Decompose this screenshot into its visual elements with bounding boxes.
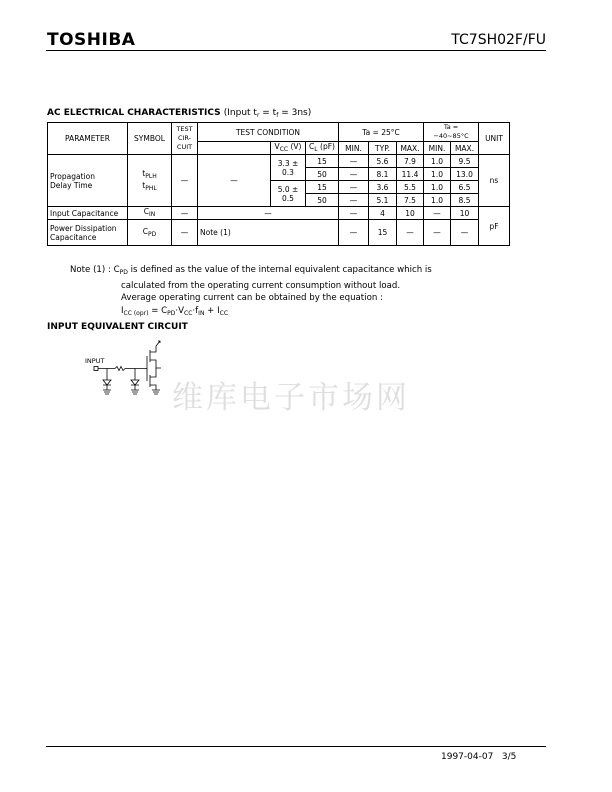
note-1	[70, 264, 432, 320]
max-value: 11.4	[397, 168, 424, 181]
header-min: MIN.	[339, 142, 369, 155]
header-ta-range: Ta = −40~85°C	[424, 123, 479, 142]
cin-typ: 4	[369, 207, 397, 220]
eq-vcc-sub: CC	[184, 309, 193, 317]
page-number: 3/5	[501, 752, 517, 762]
note-line-3: Average operating current can be obtained by the equation :	[121, 293, 383, 303]
max2-value: 6.5	[451, 181, 479, 194]
prop-circuit: —	[172, 155, 198, 207]
header-parameter: PARAMETER	[48, 123, 128, 155]
cl-c: C	[309, 142, 315, 151]
pmos	[150, 346, 161, 368]
cl-unit: (pF)	[317, 142, 335, 151]
vcc-33: 3.3 ± 0.3	[271, 155, 306, 181]
header-vcc	[271, 142, 306, 155]
tplh-t: t	[142, 168, 146, 178]
cin-max: 10	[397, 207, 424, 220]
cin-sub: IN	[148, 211, 156, 218]
min-value: —	[339, 181, 369, 194]
cpd-min: —	[339, 220, 369, 246]
min2-value: 1.0	[424, 181, 451, 194]
eq-f: ·f	[192, 305, 199, 316]
note-label: Note (1) :	[70, 265, 111, 275]
max2-value: 13.0	[451, 168, 479, 181]
cin-min: —	[339, 207, 369, 220]
typ-value: 5.6	[369, 155, 397, 168]
tplh-sub: PLH	[145, 172, 157, 180]
min-value: —	[339, 168, 369, 181]
section-condition	[224, 108, 312, 118]
part-number: TC7SH02F/FU	[451, 32, 546, 48]
header-max2: MAX.	[451, 142, 479, 155]
note-line-2: calculated from the operating current consumption without load.	[121, 280, 401, 291]
cpd-line1: Power Dissipation	[50, 223, 117, 233]
input-pin	[94, 367, 98, 371]
tc-line3: CUIT	[176, 143, 193, 151]
vcc-unit: (V)	[288, 142, 302, 151]
footer	[441, 752, 516, 762]
cpd-sub: PD	[148, 230, 157, 238]
tphl-sub: PHL	[145, 184, 157, 192]
header-ta25: Ta = 25°C	[339, 123, 424, 142]
max2-value: 9.5	[451, 155, 479, 168]
param-input-capacitance: Input Capacitance	[48, 207, 128, 220]
footer-rule	[46, 746, 546, 747]
max-value: 7.9	[397, 155, 424, 168]
vcc-sub: CC	[279, 146, 289, 153]
vcc-v: V	[274, 142, 280, 151]
cpd-max2: —	[451, 220, 479, 246]
cond-suffix: = 3ns)	[278, 108, 312, 118]
input-circuit-title: INPUT EQUIVALENT CIRCUIT	[47, 322, 188, 332]
cl-sub: L	[314, 146, 318, 153]
header-rule	[46, 50, 546, 51]
typ-value: 8.1	[369, 168, 397, 181]
header-max: MAX.	[397, 142, 424, 155]
prop-condition: —	[198, 155, 271, 207]
note-line-1	[70, 264, 432, 280]
watermark: 维库电子市场网	[172, 380, 410, 416]
header-typ: TYP.	[369, 142, 397, 155]
typ-value: 3.6	[369, 181, 397, 194]
prop-line1: Propagation	[50, 171, 95, 181]
tphl-t: t	[142, 180, 146, 190]
note-equation	[70, 305, 432, 321]
cpd-min2: —	[424, 220, 451, 246]
cpd-circuit: —	[172, 220, 198, 246]
tr-sub: r	[256, 112, 260, 119]
symbol-propagation	[128, 155, 172, 207]
eq-fin-sub: IN	[198, 309, 205, 317]
unit-ns: ns	[479, 155, 510, 207]
unit-pf: pF	[479, 207, 510, 246]
max-value: 7.5	[397, 194, 424, 207]
cond-prefix: (Input t	[223, 108, 257, 118]
header-symbol: SYMBOL	[128, 123, 172, 155]
diode-1	[103, 380, 111, 385]
cin-min2: —	[424, 207, 451, 220]
input-label: INPUT	[85, 357, 105, 365]
tf-sub: f	[276, 112, 279, 119]
cl-value: 15	[306, 181, 339, 194]
header-test-condition: TEST CONDITION	[198, 123, 339, 142]
cpd-c: C	[142, 226, 148, 236]
param-propagation	[48, 155, 128, 207]
min2-value: 1.0	[424, 194, 451, 207]
eq-i: I	[121, 305, 124, 316]
cpd-condition: Note (1)	[198, 220, 339, 246]
vcc-50: 5.0 ± 0.5	[271, 181, 306, 207]
note-line1-text: is defined as the value of the internal equivalent capacitance which is	[127, 265, 432, 275]
cl-value: 50	[306, 194, 339, 207]
eq-cpd-sub: PD	[167, 309, 176, 317]
cpd-max: —	[397, 220, 424, 246]
min-value: —	[339, 194, 369, 207]
min-value: —	[339, 155, 369, 168]
header-min2: MIN.	[424, 142, 451, 155]
min2-value: 1.0	[424, 168, 451, 181]
param-power-dissipation	[48, 220, 128, 246]
typ-value: 5.1	[369, 194, 397, 207]
section-title-text: AC ELECTRICAL CHARACTERISTICS	[47, 108, 221, 118]
ac-characteristics-table	[47, 122, 510, 246]
header-test-circuit	[172, 123, 198, 155]
header-cl	[306, 142, 339, 155]
nmos	[150, 368, 156, 390]
eq-icc-sub: CC	[219, 309, 229, 317]
cin-c: C	[143, 207, 149, 216]
footer-date: 1997-04-07	[441, 752, 494, 762]
cl-value: 15	[306, 155, 339, 168]
max-value: 5.5	[397, 181, 424, 194]
symbol-cpd	[128, 220, 172, 246]
diode-2	[131, 380, 139, 385]
toshiba-logo: TOSHIBA	[47, 30, 136, 50]
min2-value: 1.0	[424, 155, 451, 168]
eq-i-sub: CC (opr)	[123, 309, 149, 317]
cin-circuit: —	[172, 207, 198, 220]
resistor	[115, 367, 125, 371]
eq-v: ·V	[175, 305, 185, 316]
cpd-line2: Capacitance	[50, 232, 97, 242]
eq-plus-i: + I	[204, 305, 220, 316]
header-unit: UNIT	[479, 123, 510, 155]
prop-line2: Delay Time	[50, 180, 93, 190]
symbol-cin	[128, 207, 172, 220]
cond-blank	[198, 142, 271, 155]
max2-value: 8.5	[451, 194, 479, 207]
section-title	[47, 108, 311, 119]
note-cpd-sub: PD	[119, 269, 128, 276]
tc-line2: CIR-	[177, 134, 192, 142]
note-cpd-c: C	[113, 265, 120, 275]
cin-condition: —	[198, 207, 339, 220]
cin-max2: 10	[451, 207, 479, 220]
eq-eq: = C	[148, 305, 168, 316]
cond-eq: = t	[259, 108, 277, 118]
tc-line1: TEST	[176, 125, 193, 133]
cpd-typ: 15	[369, 220, 397, 246]
cl-value: 50	[306, 168, 339, 181]
